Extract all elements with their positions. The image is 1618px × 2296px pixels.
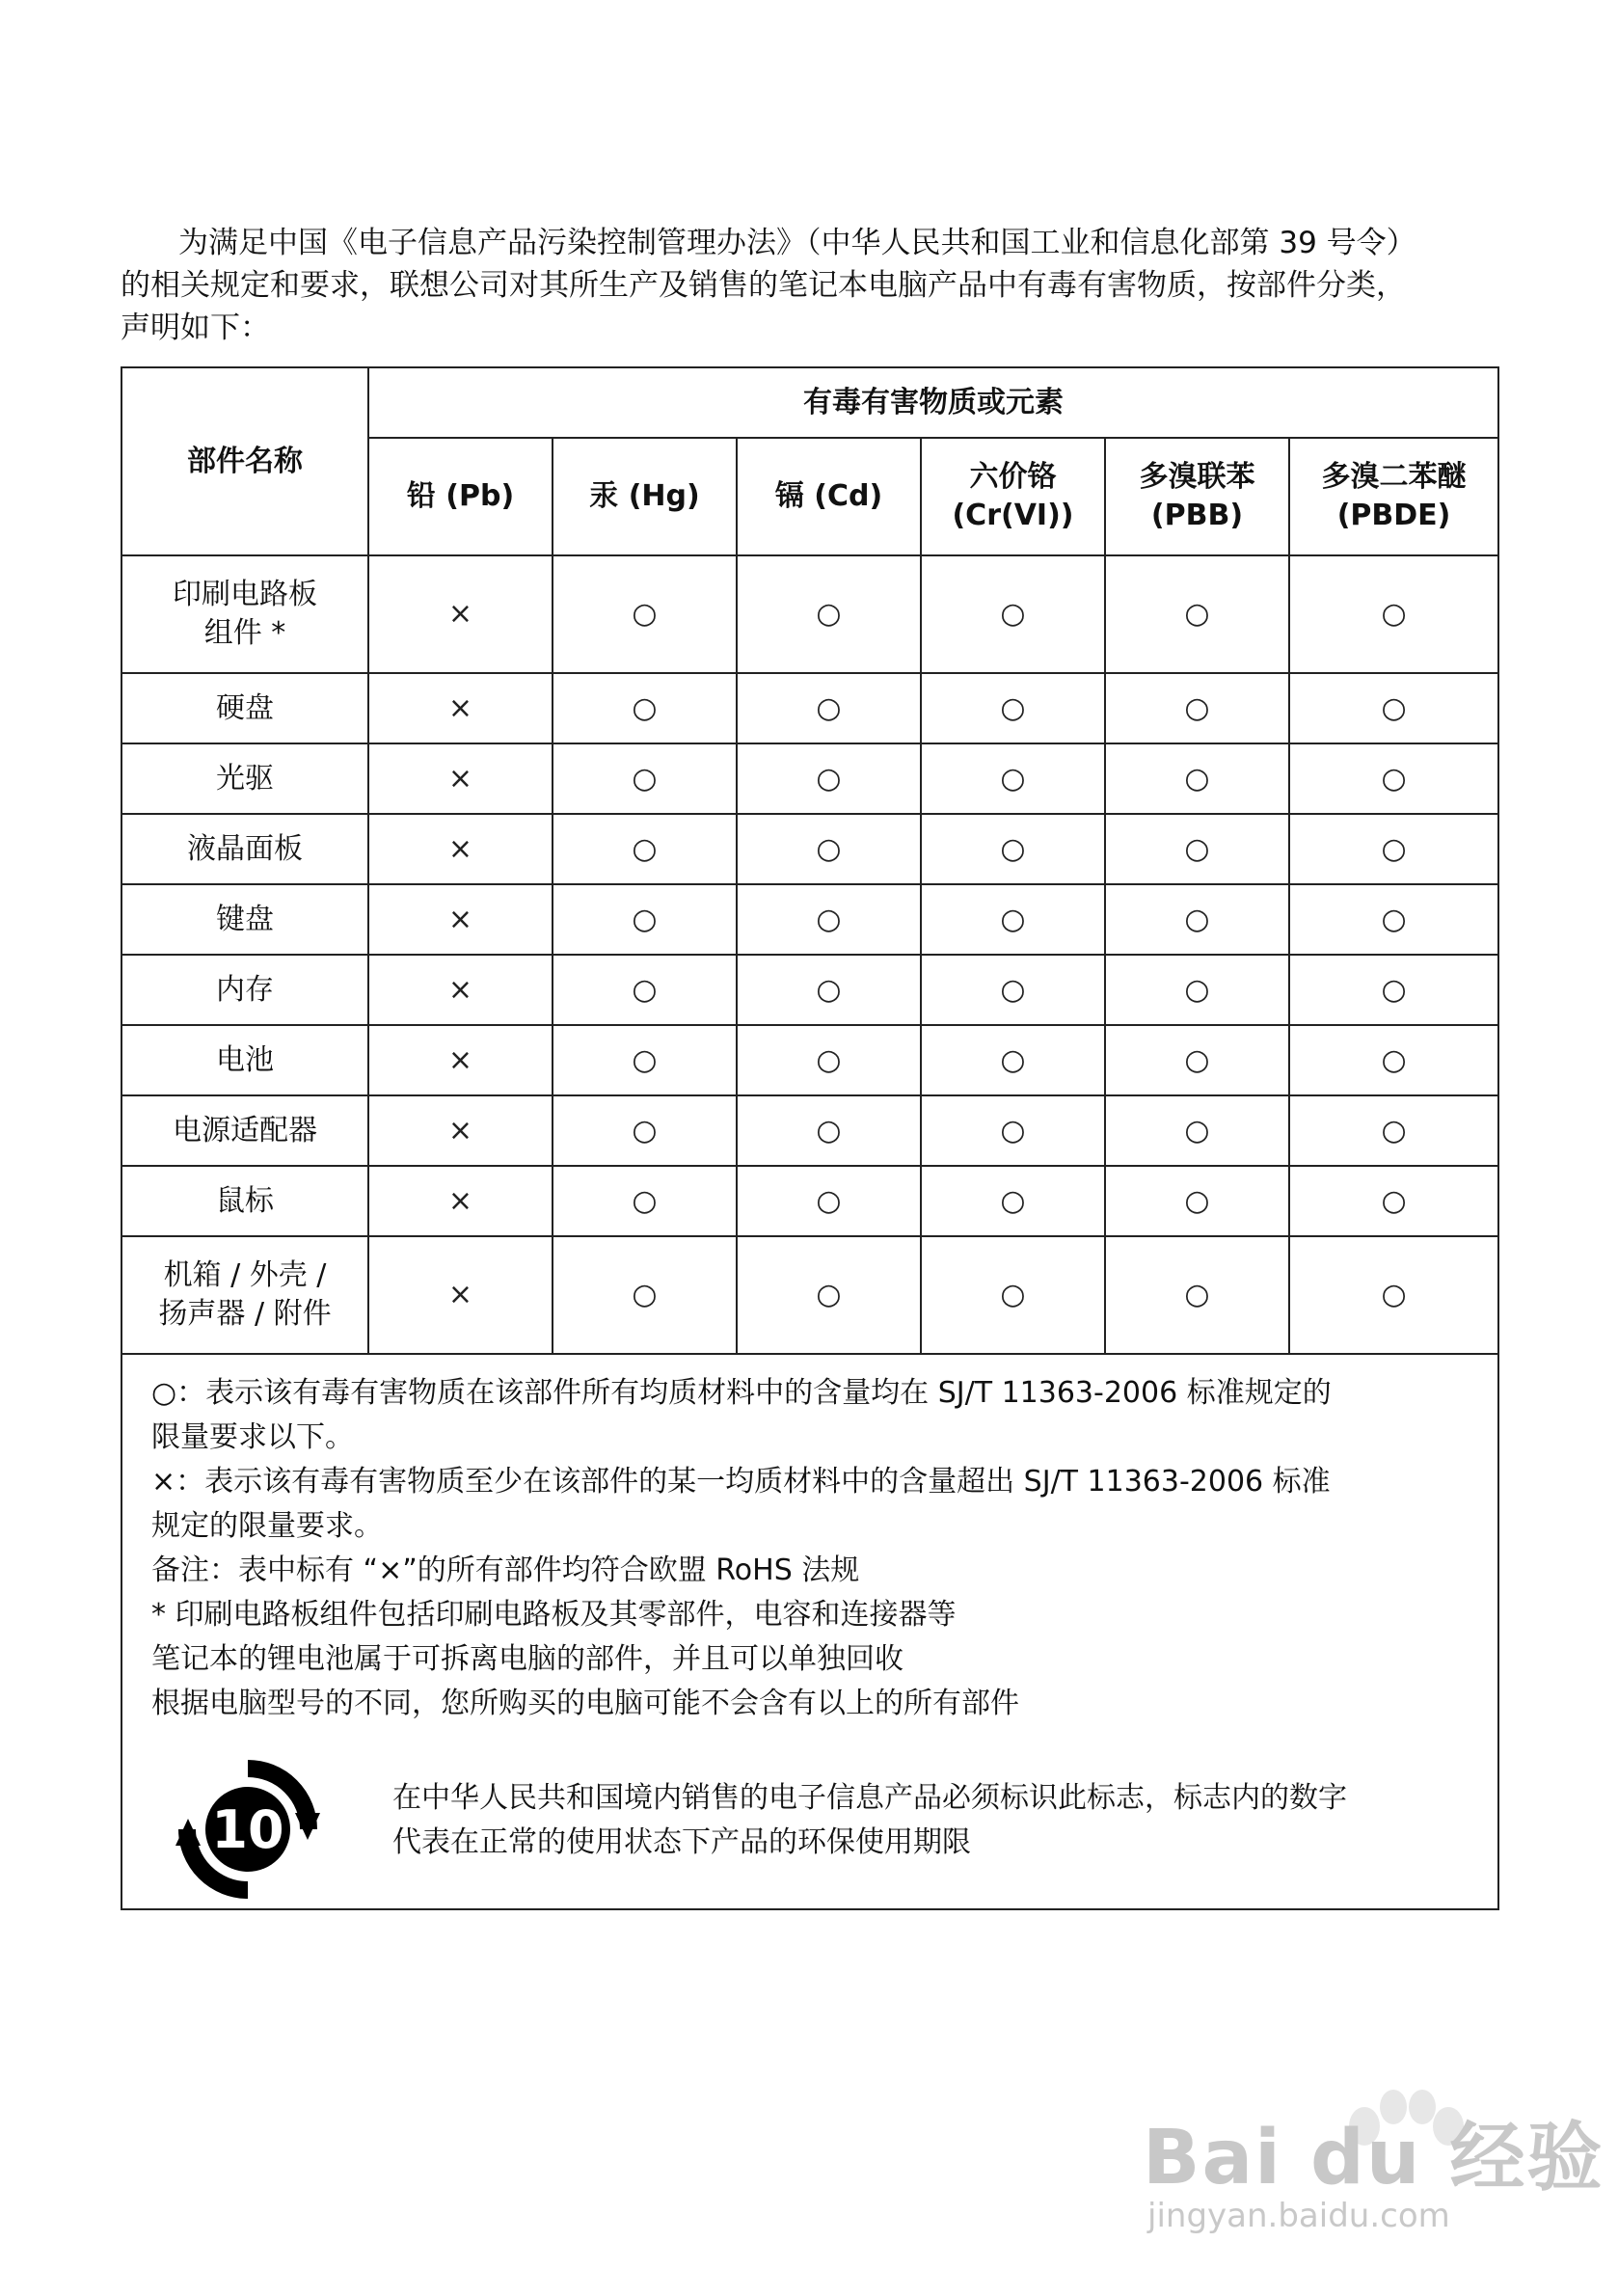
within-limit-mark: ○: [632, 597, 658, 631]
table-row: [122, 955, 1497, 1025]
substance-mark-cell: [1289, 1236, 1497, 1354]
within-limit-mark: ○: [632, 761, 658, 796]
table-row: [122, 555, 1497, 673]
substance-mark-cell: [1105, 955, 1289, 1025]
substance-mark-cell: [553, 743, 737, 814]
within-limit-mark: ○: [1184, 831, 1210, 866]
substance-mark-cell: [921, 955, 1105, 1025]
within-limit-mark: ○: [1000, 690, 1026, 725]
intro-line-2: 的相关规定和要求，联想公司对其所生产及销售的笔记本电脑产品中有毒有害物质，按部件分类，: [121, 268, 1406, 303]
part-name-cell: [122, 1025, 368, 1095]
substance-mark-cell: [921, 1236, 1105, 1354]
exceeds-limit-mark: ×: [447, 1042, 473, 1077]
substance-header: [1105, 438, 1289, 555]
substance-mark-cell: [368, 673, 553, 743]
within-limit-mark: ○: [1000, 1278, 1026, 1311]
watermark-brand: Bai du 经验: [1143, 2115, 1605, 2201]
substance-mark-cell: [368, 1025, 553, 1095]
exceeds-limit-mark: ×: [447, 1183, 473, 1218]
substance-mark-cell: [1289, 555, 1497, 673]
intro-paragraph: [121, 222, 1499, 349]
part-name-cell: [122, 1095, 368, 1166]
hazardous-substance-table: [122, 368, 1497, 1355]
table-header-row-1: [122, 368, 1497, 438]
part-name: 电池: [216, 1042, 274, 1077]
within-limit-mark: ○: [816, 597, 842, 631]
table-row: [122, 743, 1497, 814]
part-name-cell: [122, 814, 368, 884]
substance-header: [368, 438, 553, 555]
substance-mark-cell: [921, 743, 1105, 814]
substance-mark-cell: [1289, 1025, 1497, 1095]
part-name-cell: [122, 673, 368, 743]
substance-header: [921, 438, 1105, 555]
within-limit-mark: ○: [1000, 972, 1026, 1007]
substance-mark-cell: [921, 814, 1105, 884]
within-limit-mark: ○: [1184, 972, 1210, 1007]
part-name: 机箱 / 外壳 /: [163, 1258, 327, 1292]
exceeds-limit-mark: ×: [447, 761, 473, 796]
substance-mark-cell: [921, 1095, 1105, 1166]
environmental-protection-period-logo: [175, 1757, 320, 1902]
part-name: 键盘: [216, 902, 274, 936]
note-line: 根据电脑型号的不同，您所购买的电脑可能不会含有以上的所有部件: [151, 1687, 1019, 1720]
logo-text-line-1: 在中华人民共和国境内销售的电子信息产品必须标识此标志，标志内的数字: [392, 1781, 1347, 1815]
table-row: [122, 1236, 1497, 1354]
substance-mark-cell: [368, 814, 553, 884]
substance-mark-cell: [921, 884, 1105, 955]
within-limit-mark: ○: [1381, 1183, 1407, 1218]
within-limit-mark: ○: [1184, 761, 1210, 796]
within-limit-mark: ○: [1000, 1042, 1026, 1077]
substance-mark-cell: [553, 673, 737, 743]
within-limit-mark: ○: [1000, 597, 1026, 631]
within-limit-mark: ○: [1184, 902, 1210, 936]
substance-mark-cell: [921, 555, 1105, 673]
within-limit-mark: ○: [1000, 831, 1026, 866]
substance-mark-cell: [1105, 884, 1289, 955]
part-name: 硬盘: [216, 690, 274, 725]
substance-mark-cell: [737, 955, 921, 1025]
table-row: [122, 1025, 1497, 1095]
part-name-line-2: 组件 *: [203, 616, 286, 650]
substance-header: [737, 438, 921, 555]
within-limit-mark: ○: [1381, 831, 1407, 866]
within-limit-mark: ○: [1381, 902, 1407, 936]
substance-mark-cell: [1105, 743, 1289, 814]
within-limit-mark: ○: [1000, 1183, 1026, 1218]
within-limit-mark: ○: [816, 972, 842, 1007]
within-limit-mark: ○: [632, 831, 658, 866]
within-limit-mark: ○: [1381, 761, 1407, 796]
part-name-cell: [122, 743, 368, 814]
table-body: [122, 555, 1497, 1354]
substance-mark-cell: [1105, 1095, 1289, 1166]
substance-mark-cell: [1105, 1025, 1289, 1095]
logo-description: [392, 1776, 1482, 1865]
table-row: [122, 814, 1497, 884]
logo-text-line-2: 代表在正常的使用状态下产品的环保使用期限: [392, 1825, 971, 1859]
within-limit-mark: ○: [632, 902, 658, 936]
within-limit-mark: ○: [632, 972, 658, 1007]
note-line: 规定的限量要求。: [151, 1509, 383, 1543]
substance-name: 多溴联苯: [1139, 460, 1255, 494]
substance-mark-cell: [553, 1166, 737, 1236]
exceeds-limit-mark: ×: [447, 902, 473, 936]
within-limit-mark: ○: [1184, 1278, 1210, 1311]
within-limit-mark: ○: [632, 690, 658, 725]
note-line: * 印刷电路板组件包括印刷电路板及其零部件，电容和连接器等: [151, 1598, 957, 1632]
within-limit-mark: ○: [1381, 1113, 1407, 1148]
substance-mark-cell: [1105, 1166, 1289, 1236]
substance-mark-cell: [368, 1236, 553, 1354]
within-limit-mark: ○: [1184, 1042, 1210, 1077]
substance-mark-cell: [553, 955, 737, 1025]
table-row: [122, 1166, 1497, 1236]
substance-symbol: (PBDE): [1336, 499, 1451, 532]
substance-name: 镉 (Cd): [774, 479, 883, 513]
intro-line-1: 为满足中国《电子信息产品污染控制管理办法》（中华人民共和国工业和信息化部第 39 号令）: [178, 226, 1416, 260]
intro-line-3: 声明如下：: [121, 311, 270, 345]
exceeds-limit-mark: ×: [447, 831, 473, 866]
part-name: 印刷电路板: [173, 578, 317, 611]
substance-mark-cell: [368, 884, 553, 955]
substance-mark-cell: [737, 884, 921, 955]
within-limit-mark: ○: [632, 1042, 658, 1077]
exceeds-limit-mark: ×: [447, 1278, 473, 1311]
within-limit-mark: ○: [1184, 1183, 1210, 1218]
within-limit-mark: ○: [816, 831, 842, 866]
within-limit-mark: ○: [816, 690, 842, 725]
part-name: 光驱: [216, 761, 274, 796]
substance-mark-cell: [553, 1025, 737, 1095]
hazardous-substance-box: [121, 366, 1499, 1910]
substance-mark-cell: [1289, 884, 1497, 955]
within-limit-mark: ○: [1381, 690, 1407, 725]
substance-mark-cell: [368, 555, 553, 673]
substance-name: 铅 (Pb): [406, 479, 515, 513]
substance-mark-cell: [1105, 814, 1289, 884]
part-name: 电源适配器: [173, 1113, 317, 1148]
note-line: 限量要求以下。: [151, 1420, 354, 1454]
substance-mark-cell: [1289, 1166, 1497, 1236]
within-limit-mark: ○: [816, 1183, 842, 1218]
within-limit-mark: ○: [1184, 597, 1210, 631]
exceeds-limit-mark: ×: [447, 1113, 473, 1148]
substance-mark-cell: [1289, 673, 1497, 743]
substance-mark-cell: [921, 1025, 1105, 1095]
within-limit-mark: ○: [1000, 902, 1026, 936]
note-line: 备注：表中标有 “×”的所有部件均符合欧盟 RoHS 法规: [151, 1553, 860, 1587]
substance-mark-cell: [737, 814, 921, 884]
within-limit-mark: ○: [816, 1042, 842, 1077]
within-limit-mark: ○: [1184, 1113, 1210, 1148]
within-limit-mark: ○: [1000, 761, 1026, 796]
substance-mark-cell: [368, 955, 553, 1025]
substance-mark-cell: [368, 1166, 553, 1236]
substance-mark-cell: [737, 1095, 921, 1166]
table-row: [122, 1095, 1497, 1166]
substance-mark-cell: [921, 1166, 1105, 1236]
substance-header: [1289, 438, 1497, 555]
substance-mark-cell: [921, 673, 1105, 743]
within-limit-mark: ○: [632, 1278, 658, 1311]
substance-mark-cell: [737, 555, 921, 673]
substance-mark-cell: [1105, 1236, 1289, 1354]
substance-mark-cell: [553, 555, 737, 673]
table-row: [122, 673, 1497, 743]
substance-mark-cell: [1289, 743, 1497, 814]
logo-number: 10: [211, 1799, 284, 1860]
within-limit-mark: ○: [1000, 1113, 1026, 1148]
substance-mark-cell: [737, 1166, 921, 1236]
within-limit-mark: ○: [1381, 972, 1407, 1007]
exceeds-limit-mark: ×: [447, 597, 473, 631]
substance-name: 六价铬: [969, 460, 1057, 494]
substance-mark-cell: [1105, 555, 1289, 673]
substance-mark-cell: [553, 884, 737, 955]
note-line: ○：表示该有毒有害物质在该部件所有均质材料中的含量均在 SJ/T 11363-2006 标准规定的: [151, 1376, 1332, 1410]
substance-symbol: (PBB): [1150, 499, 1244, 532]
substance-mark-cell: [737, 673, 921, 743]
part-name-cell: [122, 1166, 368, 1236]
substance-mark-cell: [1105, 673, 1289, 743]
part-name: 内存: [216, 972, 274, 1007]
substance-mark-cell: [368, 1095, 553, 1166]
substance-symbol: (Cr(VI)): [952, 499, 1074, 532]
part-name-cell: [122, 884, 368, 955]
substance-mark-cell: [1289, 1095, 1497, 1166]
part-name: 鼠标: [216, 1183, 274, 1218]
within-limit-mark: ○: [816, 1278, 842, 1311]
substance-group-header: 有毒有害物质或元素: [368, 368, 1497, 438]
within-limit-mark: ○: [1184, 690, 1210, 725]
substance-mark-cell: [1289, 814, 1497, 884]
within-limit-mark: ○: [1381, 597, 1407, 631]
part-name-cell: [122, 555, 368, 673]
note-line: 笔记本的锂电池属于可拆离电脑的部件，并且可以单独回收: [151, 1642, 903, 1676]
within-limit-mark: ○: [816, 1113, 842, 1148]
part-name-cell: [122, 955, 368, 1025]
part-name-cell: [122, 1236, 368, 1354]
notes-section: [151, 1371, 1482, 1726]
substance-mark-cell: [553, 814, 737, 884]
within-limit-mark: ○: [1381, 1042, 1407, 1077]
substance-header: [553, 438, 737, 555]
substance-mark-cell: [553, 1236, 737, 1354]
table-row: [122, 884, 1497, 955]
part-name-header: 部件名称: [122, 368, 368, 555]
substance-mark-cell: [1289, 955, 1497, 1025]
substance-mark-cell: [737, 743, 921, 814]
part-name-line-2: 扬声器 / 附件: [158, 1297, 332, 1331]
note-line: ×：表示该有毒有害物质至少在该部件的某一均质材料中的含量超出 SJ/T 11363-2006 标准: [151, 1465, 1331, 1499]
substance-mark-cell: [368, 743, 553, 814]
substance-name: 多溴二苯醚: [1321, 460, 1467, 494]
substance-mark-cell: [737, 1236, 921, 1354]
watermark-url: jingyan.baidu.com: [1147, 2197, 1450, 2235]
within-limit-mark: ○: [816, 761, 842, 796]
substance-mark-cell: [737, 1025, 921, 1095]
exceeds-limit-mark: ×: [447, 690, 473, 725]
within-limit-mark: ○: [632, 1183, 658, 1218]
substance-mark-cell: [553, 1095, 737, 1166]
part-name: 液晶面板: [187, 831, 303, 866]
within-limit-mark: ○: [632, 1113, 658, 1148]
exceeds-limit-mark: ×: [447, 972, 473, 1007]
within-limit-mark: ○: [816, 902, 842, 936]
within-limit-mark: ○: [1381, 1278, 1407, 1311]
substance-name: 汞 (Hg): [589, 479, 700, 513]
